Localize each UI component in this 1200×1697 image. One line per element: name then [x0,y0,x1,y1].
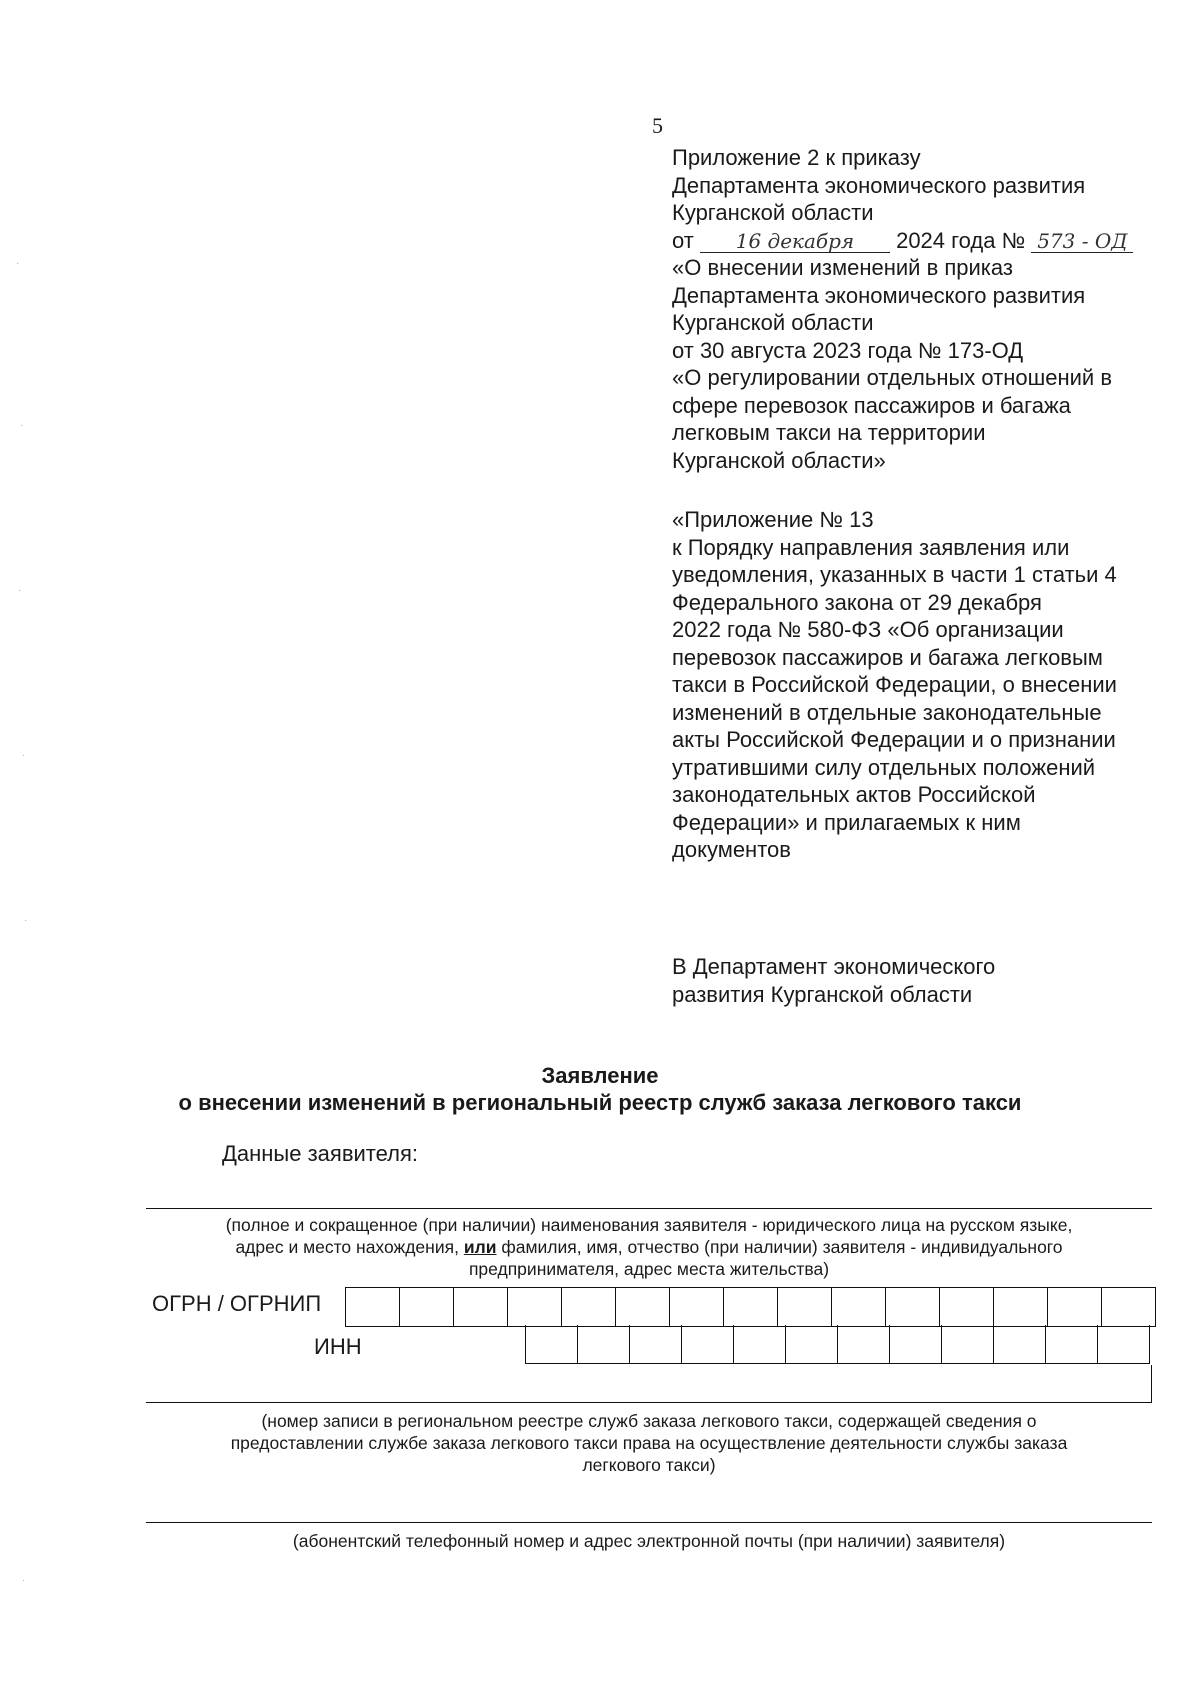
addressee-line: развития Курганской области [672,981,973,1007]
phone-email-field-line [146,1522,1152,1523]
ogrn-cells[interactable] [345,1287,1156,1327]
registry-number-field[interactable] [146,1365,1152,1403]
ogrn-cell[interactable] [400,1288,454,1326]
inn-cell[interactable] [994,1325,1046,1363]
ogrn-cell[interactable] [1048,1288,1102,1326]
ogrn-cell[interactable] [886,1288,940,1326]
inn-cell[interactable] [838,1325,890,1363]
scan-speck: · [22,750,26,761]
inn-cell[interactable] [578,1325,630,1363]
applicant-name-caption [146,1214,1152,1280]
ogrn-cell[interactable] [832,1288,886,1326]
appendix-line: перевозок пассажиров и багажа легковым [672,644,1103,670]
header-line: «О внесении изменений в приказ [672,255,1013,280]
scan-speck: · [16,258,20,269]
appendix-line: документов [672,837,791,862]
addressee-line: В Департамент экономического [672,954,996,979]
applicant-name-field-line [146,1208,1152,1209]
phone-email-caption: (абонентский телефонный номер и адрес электронной почты (при наличии) заявителя) [292,1531,1006,1551]
appendix-line: 2022 года № 580-ФЗ «Об организации [672,617,1064,642]
appendix-block [672,506,1172,864]
caption-line: предоставлении службе заказа легкового такси права на осуществление деятельности службы заказа [230,1433,1068,1453]
inn-cell[interactable] [526,1325,578,1363]
caption-fragment: адрес и место нахождения, [235,1237,459,1257]
scan-speck: · [24,915,28,926]
caption-line: легкового такси) [582,1455,716,1475]
ogrn-cell[interactable] [508,1288,562,1326]
handwritten-date: 16 декабря [700,230,890,253]
order-date-prefix: от [672,227,694,253]
handwritten-order-number: 573 - ОД [1031,230,1133,253]
caption-or: или [463,1237,497,1257]
appendix-line: законодательных актов Российской [672,782,1036,807]
ogrn-cell[interactable] [454,1288,508,1326]
appendix-line: такси в Российской Федерации, о внесении [672,672,1117,697]
caption-line: предпринимателя, адрес места жительства) [468,1259,830,1279]
inn-cell[interactable] [942,1325,994,1363]
addressee-block [672,953,1172,1008]
document-subtitle: о внесении изменений в региональный реестр служб заказа легкового такси [178,1090,1022,1115]
applicant-label: Данные заявителя: [222,1141,419,1166]
ogrn-cell[interactable] [724,1288,778,1326]
header-line: легковым такси на территории [672,420,986,445]
inn-cell[interactable] [630,1325,682,1363]
inn-cell[interactable] [1046,1325,1098,1363]
page-number: 5 [652,113,663,138]
ogrn-cell[interactable] [940,1288,994,1326]
ogrn-cell[interactable] [1102,1288,1156,1326]
caption-line [146,1236,1152,1258]
ogrn-label: ОГРН / ОГРНИП [152,1291,322,1316]
document-title: Заявление [541,1063,659,1088]
inn-cell[interactable] [890,1325,942,1363]
inn-cell[interactable] [786,1325,838,1363]
header-line: Курганской области [672,310,874,335]
header-line: Приложение 2 к приказу [672,145,921,170]
caption-line: (номер записи в региональном реестре служб заказа легкового такси, содержащей сведения о [261,1411,1037,1431]
header-line: «О регулировании отдельных отношений в [672,365,1113,390]
appendix-line: «Приложение № 13 [672,507,874,532]
order-date-line [672,227,1172,255]
ogrn-cell[interactable] [778,1288,832,1326]
inn-cells[interactable] [525,1325,1150,1364]
inn-cell[interactable] [682,1325,734,1363]
order-reference-block [672,144,1172,474]
header-line: Курганской области [672,200,874,225]
header-line: сфере перевозок пассажиров и багажа [672,392,1071,418]
scan-speck: · [20,420,24,431]
order-year-text: 2024 года № [896,227,1026,253]
scan-speck: · [18,585,22,596]
ogrn-cell[interactable] [994,1288,1048,1326]
ogrn-cell[interactable] [346,1288,400,1326]
registry-number-caption [146,1410,1152,1476]
inn-cell[interactable] [1098,1325,1150,1363]
appendix-line: к Порядку направления заявления или [672,534,1070,560]
scan-speck: · [22,1575,26,1586]
appendix-line: акты Российской Федерации и о признании [672,727,1116,752]
ogrn-cell[interactable] [562,1288,616,1326]
ogrn-cell[interactable] [670,1288,724,1326]
header-line: Департамента экономического развития [672,282,1086,308]
caption-fragment: фамилия, имя, отчество (при наличии) заявителя - индивидуального [501,1237,1063,1257]
inn-cell[interactable] [734,1325,786,1363]
ogrn-cell[interactable] [616,1288,670,1326]
appendix-line: Федерального закона от 29 декабря [672,589,1042,615]
appendix-line: утратившими силу отдельных положений [672,754,1096,780]
caption-line: (полное и сокращенное (при наличии) наименования заявителя - юридического лица на русском языке, [225,1215,1073,1235]
inn-label: ИНН [314,1334,362,1359]
header-line: от 30 августа 2023 года № 173-ОД [672,337,1024,363]
appendix-line: Федерации» и прилагаемых к ним [672,809,1021,835]
header-line: Департамента экономического развития [672,172,1086,198]
appendix-line: уведомления, указанных в части 1 статьи 4 [672,562,1117,587]
appendix-line: изменений в отдельные законодательные [672,699,1102,725]
header-line: Курганской области» [672,447,886,473]
